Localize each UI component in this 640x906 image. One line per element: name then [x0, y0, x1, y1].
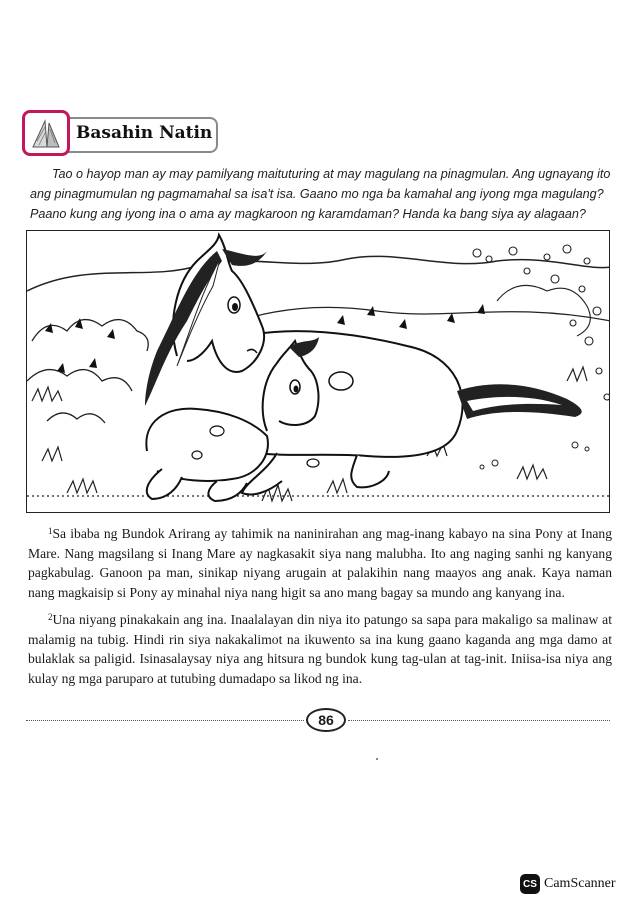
intro-paragraph [30, 164, 620, 224]
paragraph-number: 1 [48, 526, 53, 536]
intro-text: Tao o hayop man ay may pamilyang maituturing at may magulang na pinagmulan. Ang ugnayang ito ang pinagmumulan ng pagmamahal sa isa't isa. Gaano mo nga ba kamahal ang iyong mga magulang? Paano kung ang iyong ina o ama ay magkaroon ng karamdaman? Handa ka bang siya ay alagaan? [30, 167, 611, 221]
camscanner-logo-icon: CS [520, 874, 540, 894]
section-title: Basahin Natin [76, 123, 213, 143]
mare-and-foal-illustration [27, 231, 610, 513]
camscanner-watermark [520, 872, 616, 896]
camscanner-brand: CamScanner [544, 876, 616, 891]
footer-rule-left [26, 720, 304, 721]
story-paragraph-2 [28, 608, 612, 688]
paragraph-number: 2 [48, 612, 53, 622]
paragraph-text: Una niyang pinakakain ang ina. Inaalalayan din niya ito patungo sa sapa para makaligo sa malinaw at malamig na tubig. Hindi rin siya nakakalimot na ikuwento sa ina kung gaano kaganda ang mga damo at bulaklak sa paligid. Isinasalaysay niya ang hitsura ng bundok kung tag-ulan at tag-init. Iniisa-isa niya ang kulay ng mga paruparo at tutubing dumadapo sa likod ng ina. [28, 612, 612, 686]
page-number: 86 [306, 708, 346, 732]
story-illustration [26, 230, 610, 513]
footer-rule-right [348, 720, 610, 721]
story-text [28, 522, 612, 694]
speck [376, 758, 378, 760]
paragraph-text: Sa ibaba ng Bundok Arirang ay tahimik na naninirahan ang mag-inang kabayo na sina Pony at Inang Mare. Nang magsilang si Inang Mare ay nagkasakit siya nang malubha. Ito ang naging sanhi ng kanyang pagkabulag. Ganoon pa man, sinikap niyang arugain at palakihin nang maayos ang anak. Kaya naman nang magkaisip si Pony ay minahal niya nang higit sa ano mang bagay sa mundo ang kanyang ina. [28, 526, 612, 600]
story-paragraph-1 [28, 522, 612, 602]
book-icon [22, 110, 70, 156]
